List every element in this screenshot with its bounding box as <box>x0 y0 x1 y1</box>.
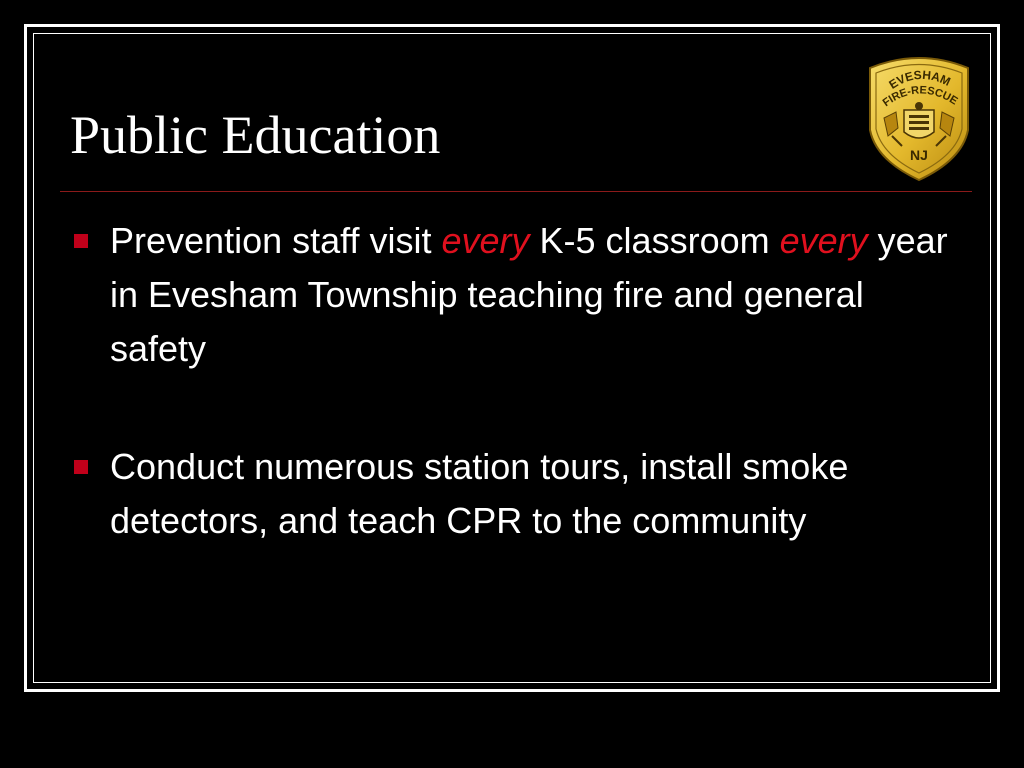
badge-line1: EVESHAM <box>886 67 953 92</box>
bullet-square-icon <box>74 234 88 248</box>
badge-line2: FIRE-RESCUE <box>880 84 960 110</box>
evesham-fire-rescue-badge-icon <box>862 52 976 182</box>
bullet-text: Conduct numerous station tours, install smoke detectors, and teach CPR to the community <box>110 446 849 541</box>
slide-title: Public Education <box>70 105 441 165</box>
bullet-square-icon <box>74 460 88 474</box>
emphasis-text: every <box>779 220 868 261</box>
title-divider <box>60 191 972 192</box>
bullet-text-segment: Prevention staff visit <box>110 220 442 261</box>
bullet-text-segment: K-5 classroom <box>529 220 780 261</box>
bullet-text-segment: year in Evesham Township teaching fire and general safety <box>110 220 948 369</box>
bullet-item <box>70 214 950 376</box>
bullet-list <box>70 214 950 548</box>
bullet-item <box>70 440 950 548</box>
badge-state: NJ <box>910 147 928 163</box>
emphasis-text: every <box>441 220 530 261</box>
